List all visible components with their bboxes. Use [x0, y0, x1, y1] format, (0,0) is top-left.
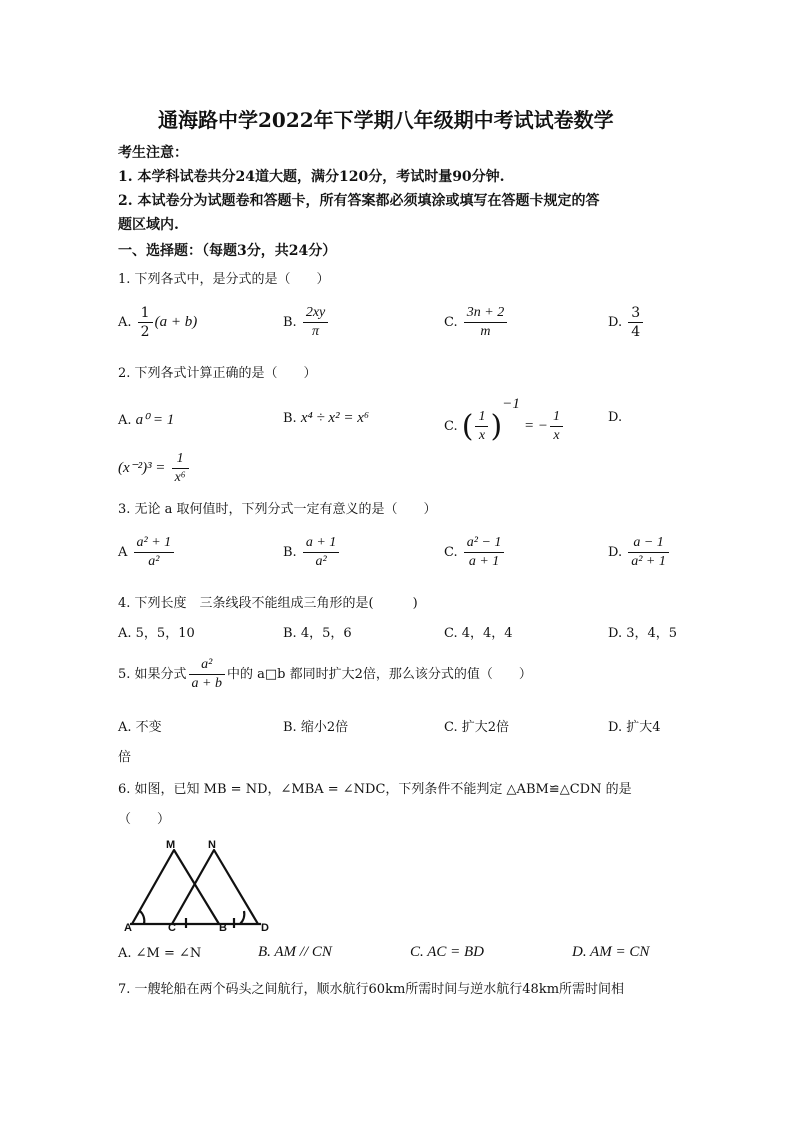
q1-b-label: B. — [283, 315, 297, 330]
label-c: C — [168, 922, 176, 932]
q2-option-c: C. ( $\frac{1}{x}$ )$^{-1}$ = − $\frac{1}{x}$ — [444, 396, 565, 445]
question-7-stem: 7. 一艘轮船在两个码头之间航行，顺水航行60km所需时间与逆水航行48km所需时间相 — [118, 982, 625, 997]
triangle-figure — [124, 838, 274, 932]
q1-option-b — [283, 304, 330, 341]
q2-c-exponent: −1 — [502, 396, 520, 412]
q2-d-fraction: $\frac{1}{\text{x⁶}}$ — [172, 450, 189, 487]
angle-mark-d — [240, 911, 244, 924]
q5-option-c: C. 扩大2倍 — [444, 720, 510, 735]
label-a: A — [124, 922, 132, 932]
question-2-stem: 2. 下列各式计算正确的是（ ） — [118, 366, 317, 381]
q2-b-expr: x⁴ ÷ x² = x⁶ — [300, 410, 370, 426]
q5-stem-pre: 5. 如果分式 — [118, 667, 187, 682]
q3-option-c — [444, 534, 506, 571]
q2-option-a — [118, 410, 174, 429]
q5-option-b: B. 缩小2倍 — [283, 720, 349, 735]
q6-option-b: B. AM // CN — [258, 944, 332, 960]
q2-d-lhs: (x⁻²)³ = — [118, 460, 166, 476]
notice-line-1: 1. 本学科试卷共分24道大题，满分120分，考试时量90分钟. — [118, 169, 505, 185]
label-d: D — [261, 922, 269, 932]
question-6-paren: （ ） — [118, 812, 171, 827]
q1-b-fraction: $\frac{2xy}{\pi}$ — [303, 304, 328, 341]
q1-option-d — [608, 304, 645, 341]
question-3-stem: 3. 无论 a 取何值时，下列分式一定有意义的是（ ） — [118, 502, 437, 517]
q1-option-c — [444, 304, 509, 341]
q3-a-fraction: $\frac{\text{a² + 1}}{\text{a²}}$ — [134, 534, 175, 571]
page-title: 通海路中学2022年下学期八年级期中考试试卷数学 — [158, 108, 614, 132]
q1-c-label: C. — [444, 315, 458, 330]
q2-a-label: A. — [118, 413, 132, 428]
q3-d-fraction: $\frac{a - 1}{\text{a² + 1}}$ — [628, 534, 669, 571]
notice-line-2a: 2. 本试卷分为试题卷和答题卡，所有答案都必须填涂或填写在答题卡规定的答 — [118, 193, 600, 209]
q5-option-d: D. 扩大4 — [608, 720, 661, 735]
q2-b-label: B. — [283, 411, 297, 426]
q6-option-d: D. AM = CN — [572, 944, 650, 960]
q2-a-expr: a⁰ = 1 — [135, 412, 175, 428]
q3-a-label: A — [118, 545, 128, 560]
q2-c-fraction-right: $\frac{1}{x}$ — [550, 408, 563, 445]
q4-option-a: A. 5，5，10 — [118, 626, 195, 641]
q3-c-label: C. — [444, 545, 458, 560]
q5-stem-post: 中的 a□b 都同时扩大2倍，那么该分式的值（ ） — [227, 667, 532, 682]
q3-option-a — [118, 534, 176, 571]
question-6-stem: 6. 如图，已知 MB = ND，∠MBA = ∠NDC，下列条件不能判定 △ABM≌△CDN 的是 — [118, 782, 632, 797]
q4-option-d: D. 3，4，5 — [608, 626, 678, 641]
q1-a-label: A. — [118, 315, 132, 330]
q6-option-a: A. ∠M = ∠N — [118, 946, 202, 961]
q3-d-label: D. — [608, 545, 623, 560]
question-4-stem: 4. 下列长度 三条线段不能组成三角形的是( ) — [118, 596, 418, 611]
q1-c-fraction: $\frac{3n + 2}{m}$ — [464, 304, 507, 341]
angle-mark-a — [140, 911, 144, 924]
section-heading: 一、选择题：（每题3分，共24分） — [118, 243, 337, 259]
q5-option-d-wrap: 倍 — [118, 750, 132, 765]
q3-b-fraction: $\frac{a + 1}{\text{a²}}$ — [303, 534, 339, 571]
q2-option-d — [118, 450, 191, 487]
q3-c-fraction: $\frac{\text{a² − 1}}{a + 1}$ — [464, 534, 505, 571]
triangle-abm — [132, 850, 219, 924]
q1-a-fraction: $\frac{1}{2}$ — [138, 304, 153, 341]
notice-heading: 考生注意： — [118, 145, 188, 161]
q2-c-eq: = − — [523, 418, 548, 434]
q2-c-fraction-left: $\frac{1}{x}$ — [475, 408, 488, 445]
q3-b-label: B. — [283, 545, 297, 560]
q2-c-label: C. — [444, 419, 458, 434]
q1-d-fraction: $\frac{3}{4}$ — [628, 304, 643, 341]
q1-a-tail: (a + b) — [154, 314, 198, 330]
q4-option-c: C. 4，4，4 — [444, 626, 513, 641]
q1-option-a — [118, 304, 197, 341]
q4-option-b: B. 4，5，6 — [283, 626, 352, 641]
q5-option-a: A. 不变 — [118, 720, 162, 735]
notice-line-2b: 题区域内. — [118, 217, 179, 233]
q3-option-d — [608, 534, 671, 571]
q2-option-b — [283, 410, 369, 427]
q5-fraction: $\frac{\text{a²}}{a + b}$ — [189, 656, 225, 693]
label-m: M — [166, 839, 176, 851]
q1-d-label: D. — [608, 315, 623, 330]
question-1-stem: 1. 下列各式中，是分式的是（ ） — [118, 272, 330, 287]
question-5-stem — [118, 656, 532, 693]
q6-option-c: C. AC = BD — [410, 944, 485, 960]
label-n: N — [208, 839, 216, 851]
q2-option-d-label: D. — [608, 410, 623, 425]
q3-option-b — [283, 534, 341, 571]
label-b: B — [219, 922, 227, 932]
